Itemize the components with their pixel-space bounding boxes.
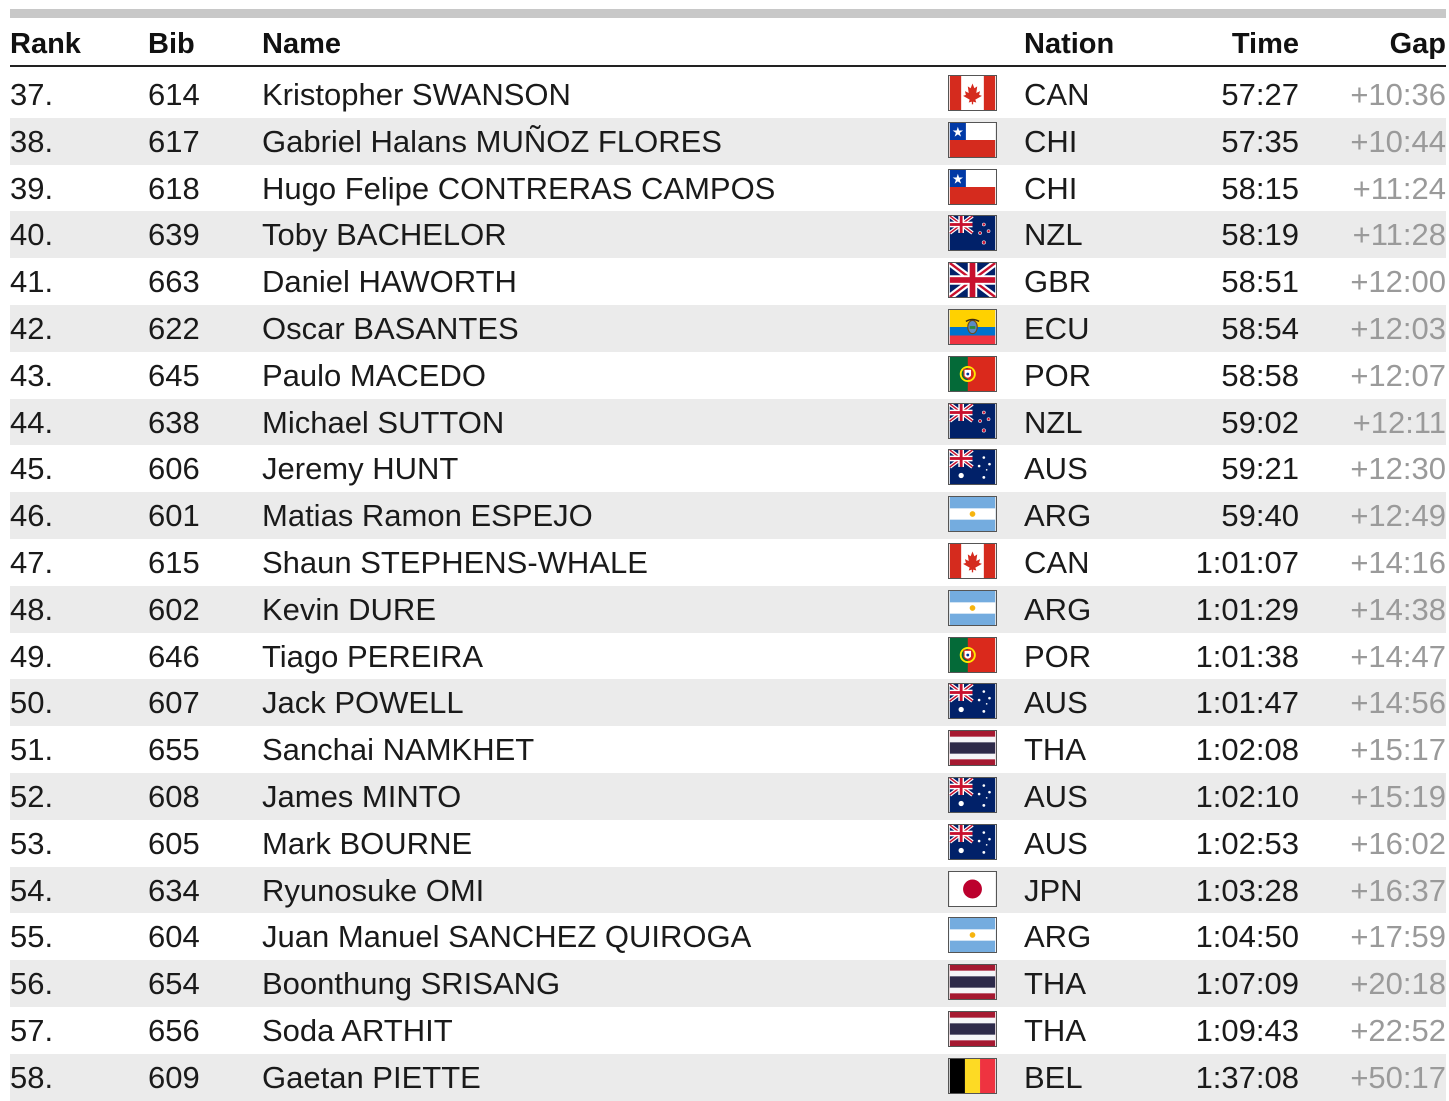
gap-cell: +15:17 — [1350, 732, 1446, 768]
ecuador-flag-icon — [948, 309, 997, 345]
argentina-flag-icon — [948, 917, 997, 953]
athlete-name-cell: Gabriel Halans MUÑOZ FLORES — [262, 123, 722, 159]
great-britain-flag-icon — [948, 262, 997, 298]
athlete-name-cell: Kevin DURE — [262, 591, 436, 627]
nation-cell: JPN — [1024, 872, 1083, 908]
nation-cell: ECU — [1024, 310, 1090, 346]
bib-cell: 601 — [148, 498, 200, 534]
athlete-name-cell: Boonthung SRISANG — [262, 966, 561, 1002]
bib-cell: 604 — [148, 919, 200, 955]
nation-cell: GBR — [1024, 264, 1092, 300]
results-table-body — [10, 71, 1446, 1101]
nation-cell: THA — [1024, 732, 1086, 768]
gap-cell: +16:02 — [1350, 825, 1446, 861]
time-cell: 1:07:09 — [1195, 966, 1299, 1002]
bib-cell: 618 — [148, 170, 200, 206]
thailand-flag-icon — [948, 730, 997, 766]
bib-cell: 656 — [148, 1012, 200, 1048]
rank-cell: 55. — [10, 919, 54, 955]
rank-cell: 37. — [10, 77, 54, 112]
bib-cell: 605 — [148, 825, 200, 861]
bib-cell: 646 — [148, 638, 200, 674]
rank-cell: 45. — [10, 451, 54, 487]
gap-cell: +11:24 — [1352, 170, 1446, 206]
bib-cell: 614 — [148, 77, 200, 112]
nation-cell: BEL — [1024, 1059, 1083, 1095]
bib-cell: 602 — [148, 591, 200, 627]
bib-cell: 663 — [148, 264, 200, 300]
athlete-name-cell: Shaun STEPHENS-WHALE — [262, 544, 648, 580]
argentina-flag-icon — [948, 496, 997, 532]
gap-cell: +20:18 — [1350, 966, 1446, 1002]
gap-cell: +11:28 — [1352, 217, 1446, 253]
athlete-name-cell: Paulo MACEDO — [262, 357, 486, 393]
athlete-name-cell: Gaetan PIETTE — [262, 1059, 481, 1095]
gap-cell: +22:52 — [1350, 1012, 1446, 1048]
table-row[interactable] — [10, 960, 1446, 1007]
column-header-gap[interactable]: Gap — [1389, 28, 1446, 60]
time-cell: 58:51 — [1221, 264, 1299, 300]
column-header-time[interactable]: Time — [1231, 28, 1299, 60]
time-cell: 58:58 — [1221, 357, 1299, 393]
gap-cell: +12:07 — [1350, 357, 1446, 393]
rank-cell: 51. — [10, 732, 54, 768]
time-cell: 1:37:08 — [1195, 1059, 1299, 1095]
rank-cell: 58. — [10, 1059, 54, 1095]
time-cell: 58:54 — [1221, 310, 1299, 346]
table-row[interactable] — [10, 211, 1446, 258]
table-row[interactable] — [10, 633, 1446, 680]
athlete-name-cell: Oscar BASANTES — [262, 310, 519, 346]
gap-cell: +12:03 — [1350, 310, 1446, 346]
portugal-flag-icon — [948, 356, 997, 392]
bib-cell: 608 — [148, 778, 200, 814]
rank-cell: 56. — [10, 966, 54, 1002]
table-row[interactable] — [10, 867, 1446, 914]
australia-flag-icon — [948, 824, 997, 860]
gap-cell: +17:59 — [1350, 919, 1446, 955]
rank-cell: 41. — [10, 264, 54, 300]
time-cell: 58:15 — [1221, 170, 1299, 206]
nation-cell: CAN — [1024, 544, 1090, 580]
bib-cell: 615 — [148, 544, 200, 580]
time-cell: 1:01:47 — [1195, 685, 1299, 721]
bib-cell: 645 — [148, 357, 200, 393]
table-row[interactable] — [10, 679, 1446, 726]
gap-cell: +10:44 — [1350, 123, 1446, 159]
australia-flag-icon — [948, 449, 997, 485]
athlete-name-cell: James MINTO — [262, 778, 462, 814]
bib-cell: 617 — [148, 123, 200, 159]
gap-cell: +16:37 — [1350, 872, 1446, 908]
nation-cell: POR — [1024, 357, 1092, 393]
table-row[interactable] — [10, 165, 1446, 212]
gap-cell: +14:47 — [1350, 638, 1446, 674]
athlete-name-cell: Toby BACHELOR — [262, 217, 507, 253]
thailand-flag-icon — [948, 964, 997, 1000]
rank-cell: 43. — [10, 357, 54, 393]
rank-cell: 47. — [10, 544, 54, 580]
canada-flag-icon — [948, 75, 997, 111]
table-row[interactable] — [10, 305, 1446, 352]
table-row[interactable] — [10, 913, 1446, 960]
athlete-name-cell: Jeremy HUNT — [262, 451, 459, 487]
nation-cell: ARG — [1024, 919, 1092, 955]
table-row[interactable] — [10, 352, 1446, 399]
gap-cell: +14:16 — [1350, 544, 1446, 580]
portugal-flag-icon — [948, 637, 997, 673]
bib-cell: 622 — [148, 310, 200, 346]
new-zealand-flag-icon — [948, 215, 997, 251]
table-row[interactable] — [10, 726, 1446, 773]
time-cell: 58:19 — [1221, 217, 1299, 253]
time-cell: 1:02:53 — [1195, 825, 1299, 861]
time-cell: 1:09:43 — [1195, 1012, 1299, 1048]
table-row[interactable] — [10, 118, 1446, 165]
australia-flag-icon — [948, 683, 997, 719]
column-header-rank[interactable]: Rank — [10, 28, 81, 60]
results-table-header — [10, 26, 1446, 67]
athlete-name-cell: Matias Ramon ESPEJO — [262, 498, 593, 534]
time-cell: 57:35 — [1221, 123, 1299, 159]
athlete-name-cell: Soda ARTHIT — [262, 1012, 453, 1048]
argentina-flag-icon — [948, 590, 997, 626]
top-bar — [10, 9, 1446, 18]
table-row[interactable] — [10, 445, 1446, 492]
table-row[interactable] — [10, 586, 1446, 633]
nation-cell: CHI — [1024, 123, 1078, 159]
athlete-name-cell: Ryunosuke OMI — [262, 872, 485, 908]
rank-cell: 46. — [10, 498, 54, 534]
table-row[interactable] — [10, 773, 1446, 820]
rank-cell: 39. — [10, 170, 54, 206]
gap-cell: +50:17 — [1350, 1059, 1446, 1095]
time-cell: 59:02 — [1221, 404, 1299, 440]
chile-flag-icon — [948, 122, 997, 158]
bib-cell: 639 — [148, 217, 200, 253]
nation-cell: POR — [1024, 638, 1092, 674]
nation-cell: THA — [1024, 966, 1086, 1002]
rank-cell: 38. — [10, 123, 54, 159]
new-zealand-flag-icon — [948, 403, 997, 439]
bib-cell: 607 — [148, 685, 200, 721]
rank-cell: 42. — [10, 310, 54, 346]
rank-cell: 54. — [10, 872, 54, 908]
athlete-name-cell: Sanchai NAMKHET — [262, 732, 535, 768]
rank-cell: 49. — [10, 638, 54, 674]
time-cell: 59:21 — [1221, 451, 1299, 487]
time-cell: 57:27 — [1221, 77, 1299, 112]
time-cell: 1:02:08 — [1195, 732, 1299, 768]
table-row[interactable] — [10, 399, 1446, 446]
nation-cell: CAN — [1024, 77, 1090, 112]
athlete-name-cell: Jack POWELL — [262, 685, 464, 721]
nation-cell: AUS — [1024, 451, 1088, 487]
bib-cell: 654 — [148, 966, 200, 1002]
rank-cell: 40. — [10, 217, 54, 253]
nation-cell: NZL — [1024, 404, 1083, 440]
time-cell: 1:04:50 — [1195, 919, 1299, 955]
nation-cell: AUS — [1024, 778, 1088, 814]
belgium-flag-icon — [948, 1058, 997, 1094]
table-row[interactable] — [10, 71, 1446, 118]
athlete-name-cell: Mark BOURNE — [262, 825, 473, 861]
thailand-flag-icon — [948, 1011, 997, 1047]
rank-cell: 52. — [10, 778, 54, 814]
time-cell: 1:02:10 — [1195, 778, 1299, 814]
australia-flag-icon — [948, 777, 997, 813]
bib-cell: 609 — [148, 1059, 200, 1095]
japan-flag-icon — [948, 871, 997, 907]
nation-cell: THA — [1024, 1012, 1086, 1048]
bib-cell: 606 — [148, 451, 200, 487]
gap-cell: +10:36 — [1350, 77, 1446, 112]
gap-cell: +14:38 — [1350, 591, 1446, 627]
time-cell: 59:40 — [1221, 498, 1299, 534]
time-cell: 1:01:29 — [1195, 591, 1299, 627]
column-header-name[interactable]: Name — [262, 28, 341, 60]
athlete-name-cell: Kristopher SWANSON — [262, 77, 571, 112]
gap-cell: +14:56 — [1350, 685, 1446, 721]
time-cell: 1:03:28 — [1195, 872, 1299, 908]
athlete-name-cell: Michael SUTTON — [262, 404, 505, 440]
rank-cell: 48. — [10, 591, 54, 627]
rank-cell: 44. — [10, 404, 54, 440]
gap-cell: +12:30 — [1350, 451, 1446, 487]
nation-cell: ARG — [1024, 498, 1092, 534]
gap-cell: +15:19 — [1350, 778, 1446, 814]
chile-flag-icon — [948, 169, 997, 205]
bib-cell: 638 — [148, 404, 200, 440]
athlete-name-cell: Juan Manuel SANCHEZ QUIROGA — [262, 919, 752, 955]
canada-flag-icon — [948, 543, 997, 579]
table-row[interactable] — [10, 1054, 1446, 1101]
athlete-name-cell: Hugo Felipe CONTRERAS CAMPOS — [262, 170, 776, 206]
column-header-nation[interactable]: Nation — [1024, 28, 1115, 60]
nation-cell: NZL — [1024, 217, 1083, 253]
nation-cell: ARG — [1024, 591, 1092, 627]
table-row[interactable] — [10, 820, 1446, 867]
column-header-bib[interactable]: Bib — [148, 28, 195, 60]
rank-cell: 57. — [10, 1012, 54, 1048]
athlete-name-cell: Daniel HAWORTH — [262, 264, 517, 300]
bib-cell: 634 — [148, 872, 200, 908]
table-row[interactable] — [10, 258, 1446, 305]
time-cell: 1:01:38 — [1195, 638, 1299, 674]
bib-cell: 655 — [148, 732, 200, 768]
gap-cell: +12:49 — [1350, 498, 1446, 534]
table-row[interactable] — [10, 1007, 1446, 1054]
nation-cell: AUS — [1024, 825, 1088, 861]
nation-cell: CHI — [1024, 170, 1078, 206]
athlete-name-cell: Tiago PEREIRA — [262, 638, 484, 674]
gap-cell: +12:00 — [1350, 264, 1446, 300]
rank-cell: 53. — [10, 825, 54, 861]
gap-cell: +12:11 — [1352, 404, 1446, 440]
nation-cell: AUS — [1024, 685, 1088, 721]
rank-cell: 50. — [10, 685, 54, 721]
time-cell: 1:01:07 — [1195, 544, 1299, 580]
table-row[interactable] — [10, 539, 1446, 586]
table-row[interactable] — [10, 492, 1446, 539]
